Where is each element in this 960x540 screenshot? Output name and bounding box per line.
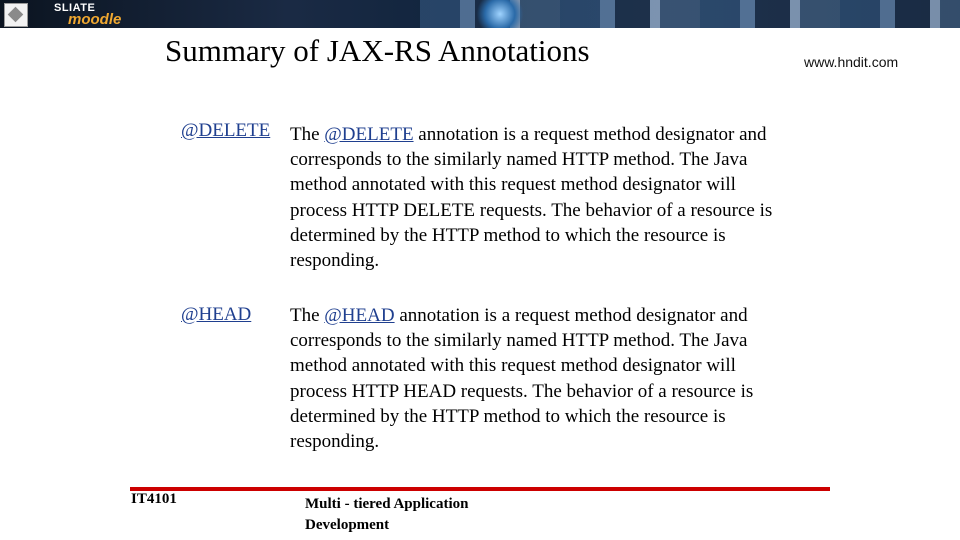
desc-prefix: The [290,305,325,326]
desc-text: annotation is a request method designator and corresponds to the similarly named HTTP method. The Java method annotated with this request method designator will process HTTP HEAD requests. The behavior of a resource is determined by the HTTP method to which the resource is responding. [290,305,754,453]
description-delete [290,122,790,273]
term-head[interactable]: @HEAD [181,304,252,325]
institution-logo-icon [4,3,28,27]
course-code: IT4101 [131,491,177,507]
link-head[interactable]: @HEAD [324,305,395,326]
website-url[interactable]: www.hndit.com [804,54,899,70]
moodle-logo[interactable] [48,2,128,26]
course-subject: Multi - tiered Application Development [305,496,469,533]
link-delete[interactable]: @DELETE [324,124,414,145]
description-head [290,303,790,454]
footer-divider [130,487,830,491]
header-banner [0,0,960,28]
term-delete[interactable]: @DELETE [181,120,271,141]
desc-prefix: The [290,124,325,145]
desc-text: annotation is a request method designator and corresponds to the similarly named HTTP method. The Java method annotated with this request method designator will process HTTP DELETE requests. The behavior of a resource is determined by the HTTP method to which the resource is responding. [290,124,773,272]
logo-line-1: SLIATE [54,2,96,14]
banner-highlight [470,0,530,28]
slide-title: Summary of JAX-RS Annotations [165,33,590,68]
logo-line-2: moodle [68,11,122,28]
